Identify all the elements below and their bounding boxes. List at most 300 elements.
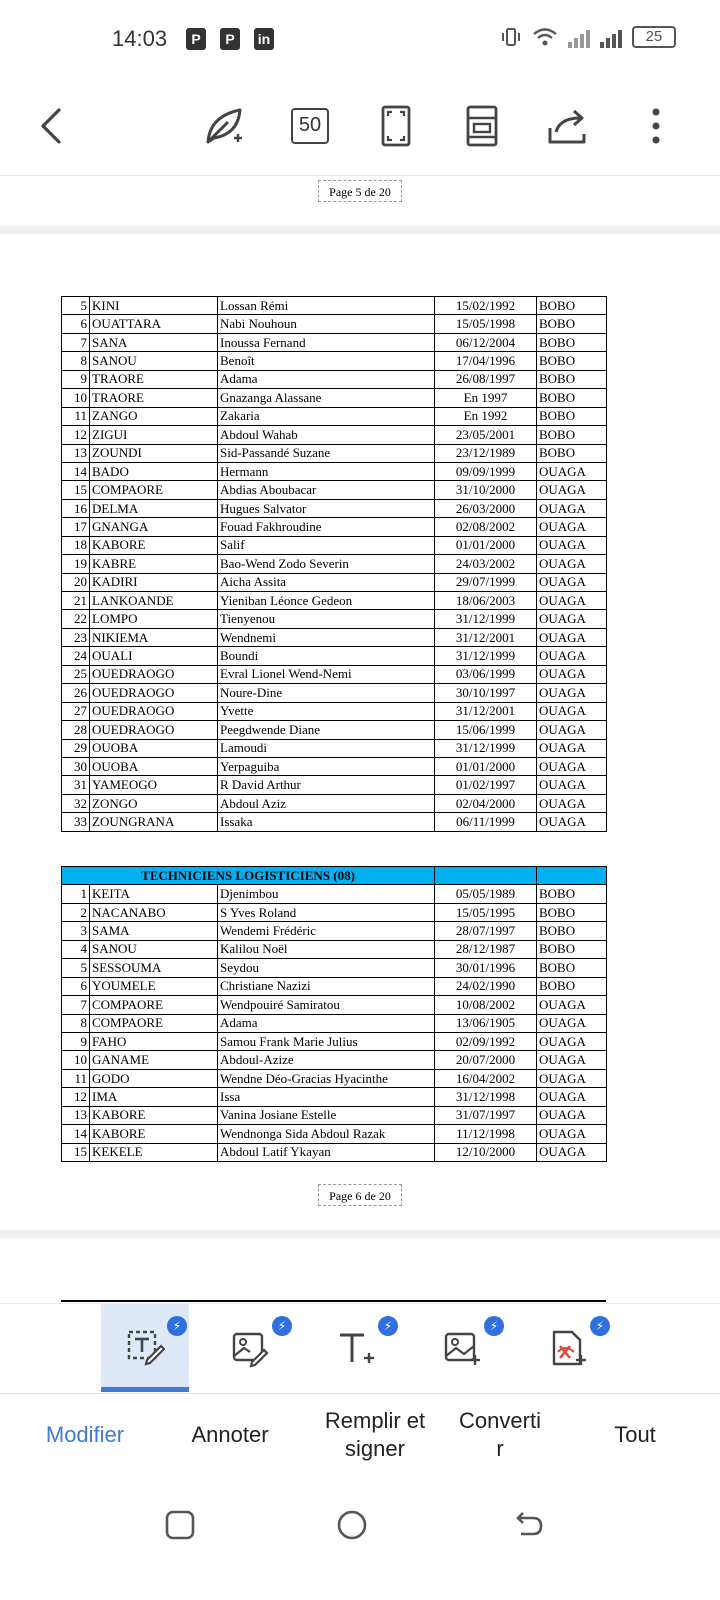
location: BOBO	[537, 352, 607, 370]
row-number: 3	[62, 922, 90, 940]
page-separator-2	[0, 1230, 720, 1238]
row-number: 6	[62, 977, 90, 995]
table-row	[62, 739, 607, 757]
table-row	[62, 1051, 607, 1069]
table-row	[62, 297, 607, 315]
table-row	[62, 1143, 607, 1161]
birth-date: 31/12/2001	[435, 702, 537, 720]
location: BOBO	[537, 333, 607, 351]
row-number: 9	[62, 1032, 90, 1050]
student-table-2	[61, 866, 607, 1162]
home-button[interactable]	[330, 1503, 374, 1547]
location: BOBO	[537, 297, 607, 315]
row-number: 21	[62, 592, 90, 610]
table-row	[62, 959, 607, 977]
table-row	[62, 352, 607, 370]
location: BOBO	[537, 922, 607, 940]
birth-date: 05/05/1989	[435, 885, 537, 903]
row-number: 18	[62, 536, 90, 554]
table-row	[62, 610, 607, 628]
table-row	[62, 647, 607, 665]
first-name: Djenimbou	[218, 885, 435, 903]
tab-convertir-label-1: Converti	[459, 1408, 541, 1433]
wifi-icon	[532, 26, 558, 48]
table-row	[62, 315, 607, 333]
first-name: S Yves Roland	[218, 903, 435, 921]
birth-date: 13/06/1905	[435, 1014, 537, 1032]
location: BOBO	[537, 444, 607, 462]
location: OUAGA	[537, 813, 607, 831]
table-row	[62, 573, 607, 591]
bottom-tab-bar	[0, 1393, 720, 1475]
premium-badge: ⚡	[378, 1316, 398, 1336]
first-name: Nabi Nouhoun	[218, 315, 435, 333]
last-name: KINI	[90, 297, 218, 315]
recents-icon	[163, 1508, 197, 1542]
location: OUAGA	[537, 1032, 607, 1050]
first-name: Wendpouiré Samiratou	[218, 996, 435, 1014]
tab-convertir-label-2: r	[496, 1436, 504, 1461]
first-name: Wendnonga Sida Abdoul Razak	[218, 1125, 435, 1143]
table-row	[62, 996, 607, 1014]
table-row	[62, 628, 607, 646]
last-name: SANOU	[90, 352, 218, 370]
first-name: Peegdwende Diane	[218, 721, 435, 739]
last-name: NIKIEMA	[90, 628, 218, 646]
row-number: 23	[62, 628, 90, 646]
location: BOBO	[537, 389, 607, 407]
table-row	[62, 1125, 607, 1143]
row-number: 17	[62, 518, 90, 536]
table-row	[62, 1032, 607, 1050]
birth-date: 11/12/1998	[435, 1125, 537, 1143]
row-number: 30	[62, 757, 90, 775]
draw-button[interactable]	[200, 102, 248, 150]
last-name: LANKOANDE	[90, 592, 218, 610]
table-row	[62, 721, 607, 739]
location: OUAGA	[537, 462, 607, 480]
pdf-viewer[interactable]	[0, 177, 720, 1303]
first-name: Abdoul Latif Ykayan	[218, 1143, 435, 1161]
location: OUAGA	[537, 996, 607, 1014]
birth-date: 16/04/2002	[435, 1069, 537, 1087]
birth-date: 01/01/2000	[435, 757, 537, 775]
last-name: OUEDRAOGO	[90, 702, 218, 720]
add-image-icon	[442, 1328, 482, 1368]
table-row	[62, 1014, 607, 1032]
birth-date: 28/07/1997	[435, 922, 537, 940]
table-row	[62, 903, 607, 921]
location: BOBO	[537, 407, 607, 425]
birth-date: 02/09/1992	[435, 1032, 537, 1050]
last-name: SESSOUMA	[90, 959, 218, 977]
first-name: Fouad Fakhroudine	[218, 518, 435, 536]
leaf-pen-icon	[202, 104, 246, 148]
row-number: 8	[62, 352, 90, 370]
premium-badge: ⚡	[590, 1316, 610, 1336]
location: BOBO	[537, 426, 607, 444]
row-number: 13	[62, 444, 90, 462]
first-name: Adama	[218, 370, 435, 388]
last-name: SANOU	[90, 940, 218, 958]
location: OUAGA	[537, 481, 607, 499]
first-name: Aicha Assita	[218, 573, 435, 591]
annotate-image-icon	[230, 1328, 270, 1368]
first-name: Seydou	[218, 959, 435, 977]
last-name: OUALI	[90, 647, 218, 665]
row-number: 10	[62, 389, 90, 407]
battery-indicator: 25	[632, 26, 676, 48]
last-name: COMPAORE	[90, 996, 218, 1014]
first-name: Abdoul Aziz	[218, 794, 435, 812]
edit-text-icon	[125, 1326, 165, 1366]
tab-annoter[interactable]: Annoter	[191, 1422, 269, 1447]
location: OUAGA	[537, 555, 607, 573]
last-name: OUOBA	[90, 739, 218, 757]
row-number: 14	[62, 462, 90, 480]
table-row	[62, 370, 607, 388]
location: OUAGA	[537, 702, 607, 720]
location: OUAGA	[537, 1088, 607, 1106]
first-name: Issaka	[218, 813, 435, 831]
location: BOBO	[537, 940, 607, 958]
tool-add-image[interactable]	[418, 1304, 506, 1392]
location: OUAGA	[537, 776, 607, 794]
table-row	[62, 333, 607, 351]
zoom-level: 50	[291, 108, 329, 144]
first-name: Wendne Déo-Gracias Hyacinthe	[218, 1069, 435, 1087]
first-name: Abdoul Wahab	[218, 426, 435, 444]
more-options-button[interactable]	[632, 102, 680, 150]
birth-date: 15/06/1999	[435, 721, 537, 739]
row-number: 5	[62, 959, 90, 977]
location: BOBO	[537, 370, 607, 388]
row-number: 11	[62, 1069, 90, 1087]
location: OUAGA	[537, 1125, 607, 1143]
zoom-button[interactable]	[286, 102, 334, 150]
last-name: IMA	[90, 1088, 218, 1106]
birth-date: 17/04/1996	[435, 352, 537, 370]
first-name: R David Arthur	[218, 776, 435, 794]
edit-tools-bar	[0, 1303, 720, 1393]
location: OUAGA	[537, 794, 607, 812]
first-name: Yvette	[218, 702, 435, 720]
table-row	[62, 702, 607, 720]
back-arrow-icon	[511, 1508, 545, 1542]
table-row	[62, 444, 607, 462]
home-icon	[335, 1508, 369, 1542]
last-name: NACANABO	[90, 903, 218, 921]
first-name: Inoussa Fernand	[218, 333, 435, 351]
tab-remplir-label-1: Remplir et	[324, 1408, 426, 1433]
row-number: 7	[62, 996, 90, 1014]
table-row	[62, 922, 607, 940]
row-number: 15	[62, 1143, 90, 1161]
location: BOBO	[537, 903, 607, 921]
last-name: COMPAORE	[90, 481, 218, 499]
last-name: FAHO	[90, 1032, 218, 1050]
location: OUAGA	[537, 721, 607, 739]
add-text-icon	[336, 1328, 376, 1368]
row-number: 13	[62, 1106, 90, 1124]
table-row	[62, 977, 607, 995]
location: OUAGA	[537, 1051, 607, 1069]
back-icon	[37, 106, 67, 146]
birth-date: 06/12/2004	[435, 333, 537, 351]
last-name: ZIGUI	[90, 426, 218, 444]
last-name: SANA	[90, 333, 218, 351]
location: OUAGA	[537, 628, 607, 646]
p-app-icon: P	[186, 28, 206, 50]
birth-date: 31/12/2001	[435, 628, 537, 646]
birth-date: 12/10/2000	[435, 1143, 537, 1161]
row-number: 7	[62, 333, 90, 351]
location: OUAGA	[537, 757, 607, 775]
row-number: 4	[62, 940, 90, 958]
row-number: 29	[62, 739, 90, 757]
location: BOBO	[537, 977, 607, 995]
birth-date: 31/12/1999	[435, 739, 537, 757]
birth-date: 15/02/1992	[435, 297, 537, 315]
page-number-label: Page 5 de 20	[318, 180, 402, 202]
signal-icon-2	[600, 26, 622, 48]
location: BOBO	[537, 959, 607, 977]
back-button[interactable]	[28, 102, 76, 150]
location: OUAGA	[537, 610, 607, 628]
row-number: 28	[62, 721, 90, 739]
tab-remplir-signer[interactable]	[300, 1394, 450, 1476]
row-number: 5	[62, 297, 90, 315]
row-number: 33	[62, 813, 90, 831]
location: OUAGA	[537, 1143, 607, 1161]
first-name: Wendnemi	[218, 628, 435, 646]
last-name: OUEDRAOGO	[90, 665, 218, 683]
first-name: Lossan Rémi	[218, 297, 435, 315]
birth-date: 26/03/2000	[435, 499, 537, 517]
table-row	[62, 665, 607, 683]
last-name: OUOBA	[90, 757, 218, 775]
page-layout-button[interactable]	[458, 102, 506, 150]
birth-date: 02/08/2002	[435, 518, 537, 536]
location: OUAGA	[537, 739, 607, 757]
first-name: Hermann	[218, 462, 435, 480]
last-name: ZONGO	[90, 794, 218, 812]
birth-date: 02/04/2000	[435, 794, 537, 812]
first-name: Sid-Passandé Suzane	[218, 444, 435, 462]
last-name: KABORE	[90, 1125, 218, 1143]
last-name: OUEDRAOGO	[90, 684, 218, 702]
first-name: Zakaria	[218, 407, 435, 425]
table-row	[62, 1106, 607, 1124]
last-name: YAMEOGO	[90, 776, 218, 794]
row-number: 8	[62, 1014, 90, 1032]
birth-date: 18/06/2003	[435, 592, 537, 610]
location: BOBO	[537, 885, 607, 903]
table-row	[62, 1069, 607, 1087]
birth-date: 30/10/1997	[435, 684, 537, 702]
status-bar	[0, 0, 720, 80]
birth-date: 15/05/1998	[435, 315, 537, 333]
last-name: LOMPO	[90, 610, 218, 628]
recents-button[interactable]	[158, 1503, 202, 1547]
tool-pdf-sign[interactable]	[524, 1304, 612, 1392]
birth-date: 29/07/1999	[435, 573, 537, 591]
header-empty-cell	[537, 867, 607, 885]
last-name: ZANGO	[90, 407, 218, 425]
birth-date: 20/07/2000	[435, 1051, 537, 1069]
row-number: 27	[62, 702, 90, 720]
row-number: 12	[62, 1088, 90, 1106]
birth-date: En 1992	[435, 407, 537, 425]
last-name: KABORE	[90, 1106, 218, 1124]
first-name: Boundi	[218, 647, 435, 665]
table-row	[62, 592, 607, 610]
location: OUAGA	[537, 573, 607, 591]
tab-modifier[interactable]: Modifier	[45, 1422, 125, 1447]
table-row	[62, 499, 607, 517]
last-name: TRAORE	[90, 370, 218, 388]
first-name: Benoît	[218, 352, 435, 370]
first-name: Bao-Wend Zodo Severin	[218, 555, 435, 573]
first-name: Evral Lionel Wend-Nemi	[218, 665, 435, 683]
first-name: Tienyenou	[218, 610, 435, 628]
first-name: Issa	[218, 1088, 435, 1106]
last-name: GODO	[90, 1069, 218, 1087]
last-name: TRAORE	[90, 389, 218, 407]
birth-date: 06/11/1999	[435, 813, 537, 831]
location: OUAGA	[537, 684, 607, 702]
tool-edit-text[interactable]	[101, 1304, 189, 1392]
share-icon	[546, 106, 590, 146]
p-app-icon-2: P	[220, 28, 240, 50]
first-name: Kalilou Noël	[218, 940, 435, 958]
first-name: Abdias Aboubacar	[218, 481, 435, 499]
header-empty-cell	[435, 867, 537, 885]
last-name: KABRE	[90, 555, 218, 573]
location: OUAGA	[537, 536, 607, 554]
birth-date: 31/10/2000	[435, 481, 537, 499]
first-name: Gnazanga Alassane	[218, 389, 435, 407]
section-title: TECHNICIENS LOGISTICIENS (08)	[62, 867, 435, 885]
first-name: Yieniban Léonce Gedeon	[218, 592, 435, 610]
birth-date: 03/06/1999	[435, 665, 537, 683]
table-row	[62, 813, 607, 831]
birth-date: 30/01/1996	[435, 959, 537, 977]
last-name: KEITA	[90, 885, 218, 903]
row-number: 26	[62, 684, 90, 702]
birth-date: 15/05/1995	[435, 903, 537, 921]
page-separator	[0, 226, 720, 234]
birth-date: 31/12/1999	[435, 610, 537, 628]
birth-date: 31/12/1998	[435, 1088, 537, 1106]
first-name: Abdoul-Azize	[218, 1051, 435, 1069]
first-name: Samou Frank Marie Julius	[218, 1032, 435, 1050]
birth-date: 26/08/1997	[435, 370, 537, 388]
tab-tout[interactable]: Tout	[614, 1422, 656, 1447]
location: BOBO	[537, 315, 607, 333]
table-row	[62, 426, 607, 444]
table-row	[62, 462, 607, 480]
table-row	[62, 1088, 607, 1106]
row-number: 20	[62, 573, 90, 591]
last-name: DELMA	[90, 499, 218, 517]
row-number: 11	[62, 407, 90, 425]
status-time: 14:03	[112, 26, 168, 51]
last-name: OUEDRAOGO	[90, 721, 218, 739]
page-number-label-2: Page 6 de 20	[318, 1184, 402, 1206]
signal-icon	[568, 26, 590, 48]
birth-date: 23/05/2001	[435, 426, 537, 444]
last-name: GANAME	[90, 1051, 218, 1069]
birth-date: 09/09/1999	[435, 462, 537, 480]
share-button[interactable]	[544, 102, 592, 150]
table-row	[62, 555, 607, 573]
table-row	[62, 940, 607, 958]
row-number: 31	[62, 776, 90, 794]
last-name: ZOUNDI	[90, 444, 218, 462]
back-nav-button[interactable]	[506, 1503, 550, 1547]
row-number: 10	[62, 1051, 90, 1069]
birth-date: 10/08/2002	[435, 996, 537, 1014]
row-number: 9	[62, 370, 90, 388]
first-name: Noure-Dine	[218, 684, 435, 702]
row-number: 14	[62, 1125, 90, 1143]
last-name: SAMA	[90, 922, 218, 940]
row-number: 1	[62, 885, 90, 903]
table-row	[62, 757, 607, 775]
pdf-sign-icon	[548, 1328, 588, 1368]
birth-date: 01/01/2000	[435, 536, 537, 554]
tab-remplir-label-2: signer	[345, 1436, 405, 1461]
row-number: 16	[62, 499, 90, 517]
linkedin-icon: in	[254, 28, 274, 50]
top-toolbar	[0, 80, 720, 176]
table-row	[62, 794, 607, 812]
tool-annotate-image[interactable]	[206, 1304, 294, 1392]
birth-date: 31/07/1997	[435, 1106, 537, 1124]
first-name: Lamoudi	[218, 739, 435, 757]
table-row	[62, 518, 607, 536]
last-name: OUATTARA	[90, 315, 218, 333]
fullscreen-button[interactable]	[372, 102, 420, 150]
location: OUAGA	[537, 592, 607, 610]
location: OUAGA	[537, 518, 607, 536]
tool-add-text[interactable]	[312, 1304, 400, 1392]
location: OUAGA	[537, 499, 607, 517]
last-name: ZOUNGRANA	[90, 813, 218, 831]
row-number: 24	[62, 647, 90, 665]
location: OUAGA	[537, 647, 607, 665]
first-name: Salif	[218, 536, 435, 554]
last-name: KEKELE	[90, 1143, 218, 1161]
last-name: COMPAORE	[90, 1014, 218, 1032]
status-indicators	[500, 26, 676, 48]
premium-badge: ⚡	[272, 1316, 292, 1336]
table-row	[62, 481, 607, 499]
tab-convertir[interactable]	[440, 1394, 560, 1476]
table-header-row	[62, 867, 607, 885]
row-number: 6	[62, 315, 90, 333]
last-name: BADO	[90, 462, 218, 480]
birth-date: 24/03/2002	[435, 555, 537, 573]
first-name: Adama	[218, 1014, 435, 1032]
student-table-1	[61, 296, 607, 832]
status-app-icons	[186, 28, 274, 50]
row-number: 2	[62, 903, 90, 921]
birth-date: 23/12/1989	[435, 444, 537, 462]
row-number: 15	[62, 481, 90, 499]
premium-badge: ⚡	[484, 1316, 504, 1336]
